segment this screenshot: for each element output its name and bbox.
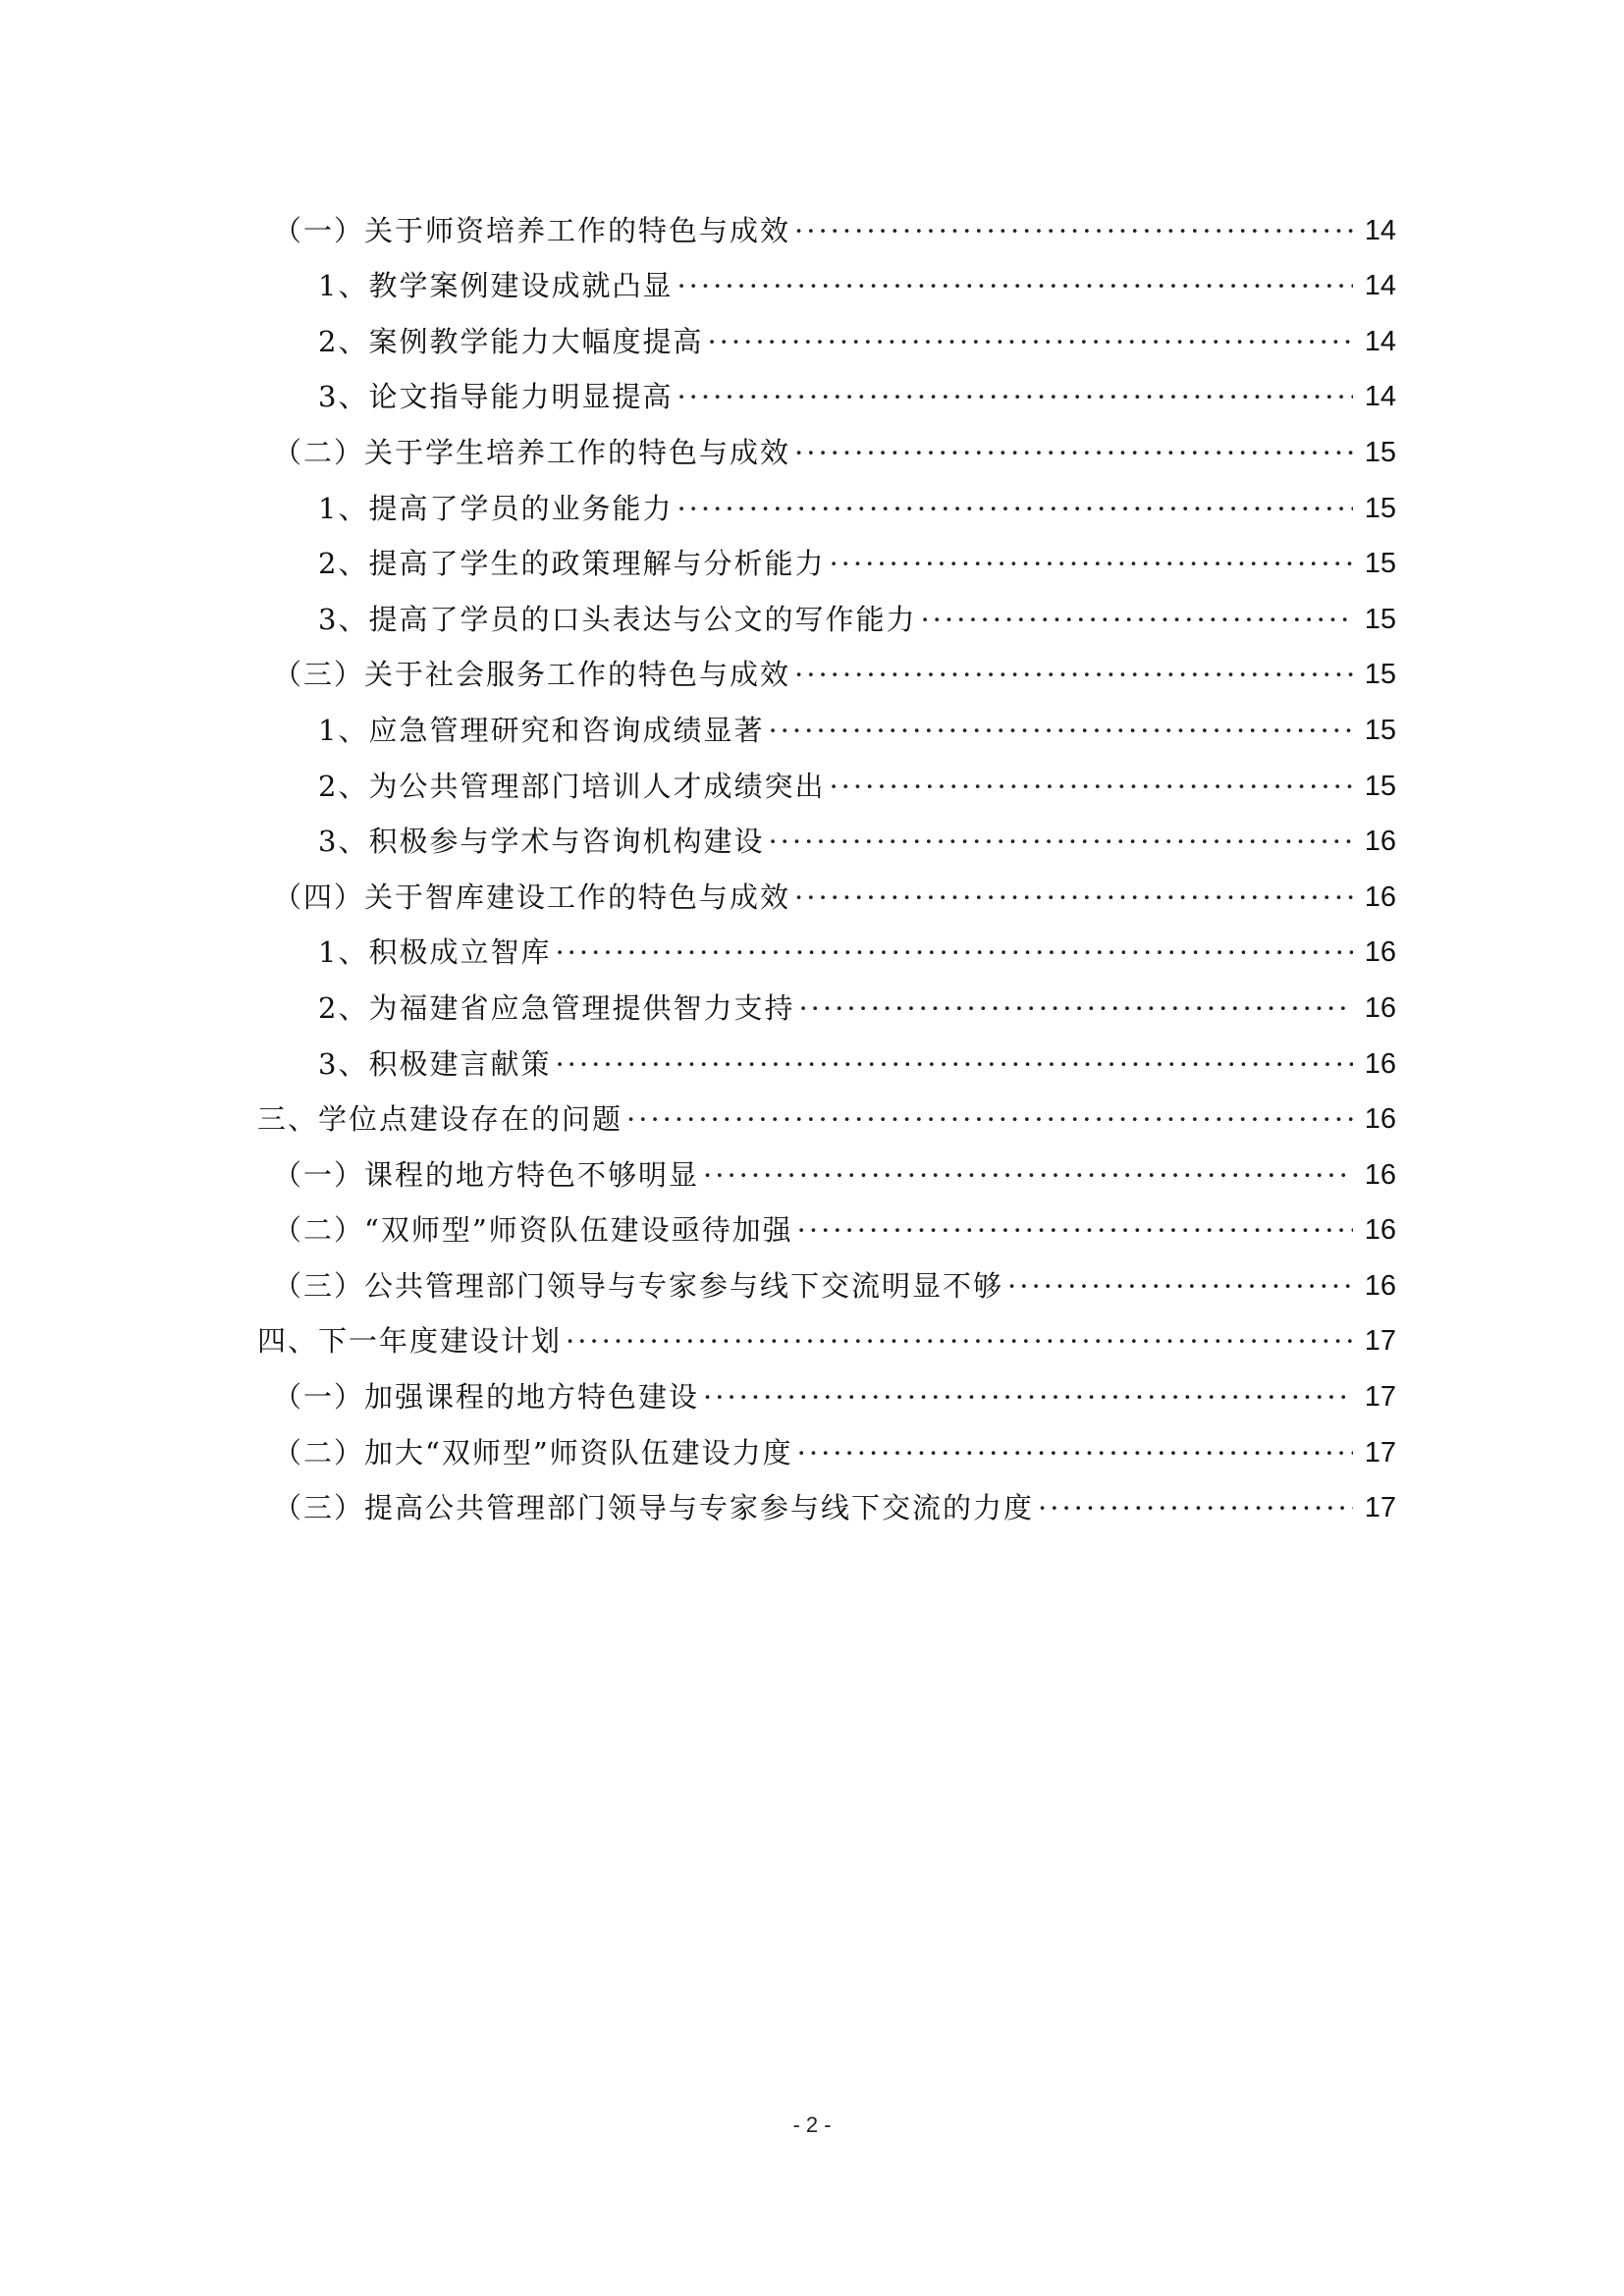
toc-entry-page: 16 <box>1364 1047 1396 1080</box>
toc-entry-title: （一）课程的地方特色不够明显 <box>273 1157 700 1192</box>
toc-entry-title: 2、为公共管理部门培训人才成绩突出 <box>318 769 826 803</box>
toc-entry-page: 16 <box>1364 881 1396 913</box>
toc-entry-title: 1、应急管理研究和咨询成绩显著 <box>318 713 765 747</box>
toc-entry[interactable] <box>257 472 1396 528</box>
toc-entry-title: （三）提高公共管理部门领导与专家参与线下交流的力度 <box>273 1491 1035 1525</box>
toc-entry-page: 14 <box>1364 270 1396 302</box>
toc-dot-leader <box>798 988 1353 1028</box>
toc-entry-page: 14 <box>1364 381 1396 413</box>
toc-entry-page: 17 <box>1364 1436 1396 1468</box>
toc-dot-leader <box>797 1210 1353 1250</box>
toc-entry-page: 17 <box>1364 1381 1396 1414</box>
toc-entry-title: 3、论文指导能力明显提高 <box>318 380 674 414</box>
toc-entry[interactable] <box>257 1139 1396 1195</box>
toc-entry-title: （三）公共管理部门领导与专家参与线下交流明显不够 <box>273 1268 1004 1303</box>
toc-entry-title: （四）关于智库建设工作的特色与成效 <box>273 880 791 914</box>
toc-entry[interactable] <box>257 583 1396 639</box>
toc-entry-page: 14 <box>1364 214 1396 246</box>
toc-entry-title: （一）加强课程的地方特色建设 <box>273 1380 700 1415</box>
toc-dot-leader <box>1007 1266 1353 1306</box>
toc-entry-title: （二）关于学生培养工作的特色与成效 <box>273 435 791 469</box>
table-of-contents <box>257 194 1396 1527</box>
toc-entry-page: 16 <box>1364 1103 1396 1136</box>
toc-entry-title: 3、积极参与学术与咨询机构建设 <box>318 825 765 859</box>
toc-dot-leader <box>794 878 1353 917</box>
toc-entry[interactable] <box>257 972 1396 1028</box>
toc-entry[interactable] <box>257 1195 1396 1251</box>
toc-dot-leader <box>555 933 1353 972</box>
toc-entry[interactable] <box>257 361 1396 417</box>
toc-dot-leader <box>703 1155 1353 1195</box>
toc-entry[interactable] <box>257 1250 1396 1306</box>
toc-entry-page: 16 <box>1364 936 1396 969</box>
toc-entry[interactable] <box>257 305 1396 361</box>
toc-dot-leader <box>829 544 1353 583</box>
toc-entry-title: 1、积极成立智库 <box>318 935 552 970</box>
toc-entry[interactable] <box>257 1028 1396 1084</box>
toc-entry-page: 15 <box>1364 436 1396 468</box>
toc-entry-title: （三）关于社会服务工作的特色与成效 <box>273 658 791 692</box>
toc-entry-title: 2、提高了学生的政策理解与分析能力 <box>318 547 826 581</box>
toc-entry-page: 15 <box>1364 714 1396 746</box>
toc-entry[interactable] <box>257 1084 1396 1140</box>
toc-dot-leader <box>768 822 1353 861</box>
toc-dot-leader <box>1038 1488 1353 1527</box>
page-number: - 2 - <box>792 2112 832 2137</box>
toc-dot-leader <box>797 1433 1353 1472</box>
toc-dot-leader <box>794 211 1353 250</box>
toc-entry-title: 四、下一年度建设计划 <box>257 1324 563 1359</box>
toc-entry-title: 3、积极建言献策 <box>318 1046 552 1081</box>
toc-entry[interactable] <box>257 1361 1396 1416</box>
toc-entry-title: （一）关于师资培养工作的特色与成效 <box>273 213 791 247</box>
toc-dot-leader <box>794 433 1353 472</box>
toc-dot-leader <box>566 1321 1353 1361</box>
toc-entry[interactable] <box>257 1416 1396 1472</box>
toc-entry-title: 2、为福建省应急管理提供智力支持 <box>318 990 795 1025</box>
toc-dot-leader <box>677 266 1353 305</box>
toc-entry-page: 16 <box>1364 1158 1396 1191</box>
toc-dot-leader <box>794 655 1353 694</box>
toc-entry[interactable] <box>257 806 1396 862</box>
toc-entry[interactable] <box>257 694 1396 750</box>
toc-entry-page: 16 <box>1364 991 1396 1024</box>
toc-dot-leader <box>707 322 1353 361</box>
toc-entry[interactable] <box>257 750 1396 806</box>
toc-entry[interactable] <box>257 528 1396 584</box>
toc-dot-leader <box>703 1377 1353 1416</box>
toc-entry-title: （二）“双师型”师资队伍建设亟待加强 <box>273 1213 793 1248</box>
toc-entry[interactable] <box>257 250 1396 306</box>
toc-entry-title: 2、案例教学能力大幅度提高 <box>318 324 704 358</box>
toc-entry[interactable] <box>257 917 1396 973</box>
toc-dot-leader <box>920 600 1353 639</box>
toc-entry-page: 15 <box>1364 770 1396 802</box>
toc-entry[interactable] <box>257 861 1396 917</box>
toc-entry-title: （二）加大“双师型”师资队伍建设力度 <box>273 1435 793 1469</box>
toc-entry[interactable] <box>257 194 1396 250</box>
toc-entry[interactable] <box>257 1472 1396 1528</box>
toc-entry[interactable] <box>257 639 1396 695</box>
toc-entry-page: 14 <box>1364 325 1396 357</box>
toc-entry[interactable] <box>257 1306 1396 1362</box>
toc-entry-page: 15 <box>1364 548 1396 580</box>
toc-dot-leader <box>626 1099 1353 1139</box>
toc-entry-page: 16 <box>1364 1214 1396 1247</box>
toc-dot-leader <box>677 489 1353 528</box>
toc-entry-title: 3、提高了学员的口头表达与公文的写作能力 <box>318 602 917 636</box>
toc-entry-page: 15 <box>1364 492 1396 524</box>
toc-entry[interactable] <box>257 416 1396 472</box>
toc-entry-page: 17 <box>1364 1325 1396 1358</box>
toc-dot-leader <box>555 1044 1353 1084</box>
toc-entry-page: 15 <box>1364 659 1396 691</box>
toc-dot-leader <box>677 377 1353 416</box>
toc-entry-title: 三、学位点建设存在的问题 <box>257 1102 623 1137</box>
toc-entry-title: 1、提高了学员的业务能力 <box>318 491 674 525</box>
toc-entry-page: 17 <box>1364 1492 1396 1524</box>
toc-entry-page: 16 <box>1364 826 1396 858</box>
toc-entry-page: 16 <box>1364 1269 1396 1302</box>
toc-dot-leader <box>768 711 1353 750</box>
toc-entry-page: 15 <box>1364 603 1396 635</box>
toc-entry-title: 1、教学案例建设成就凸显 <box>318 269 674 303</box>
toc-dot-leader <box>829 767 1353 806</box>
